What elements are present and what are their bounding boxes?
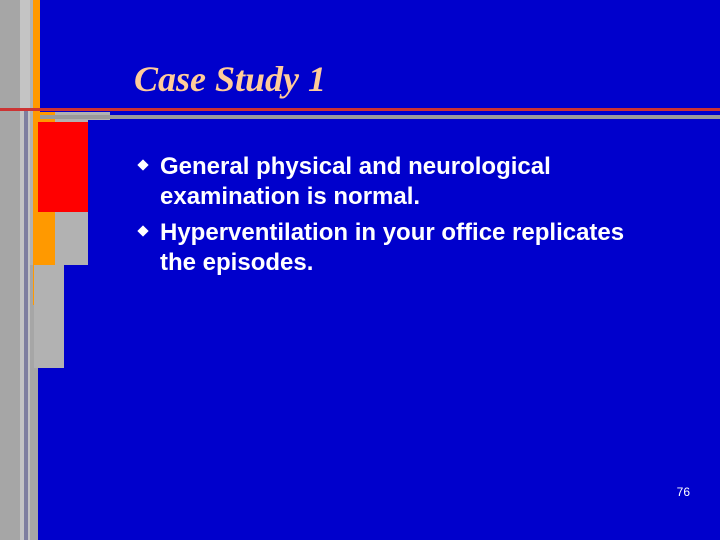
title-underline-red (0, 108, 720, 111)
bullet-item (135, 218, 655, 278)
decorative-gray-block-mid (34, 265, 64, 368)
bullet-text: Hyperventilation in your office replicates the episodes. (160, 219, 625, 276)
decorative-vertical-line (24, 108, 28, 540)
page-number: 76 (676, 485, 690, 499)
slide-title: Case Study 1 (134, 59, 327, 99)
bullet-item (135, 152, 655, 212)
decorative-red-block (38, 122, 88, 212)
decorative-blue-panel (40, 368, 720, 540)
title-underline-gray (40, 115, 720, 119)
bullet-text: General physical and neurological examination is normal. (160, 153, 551, 210)
diamond-bullet-icon (137, 225, 148, 236)
diamond-bullet-icon (137, 159, 148, 170)
bullet-list (135, 152, 655, 284)
